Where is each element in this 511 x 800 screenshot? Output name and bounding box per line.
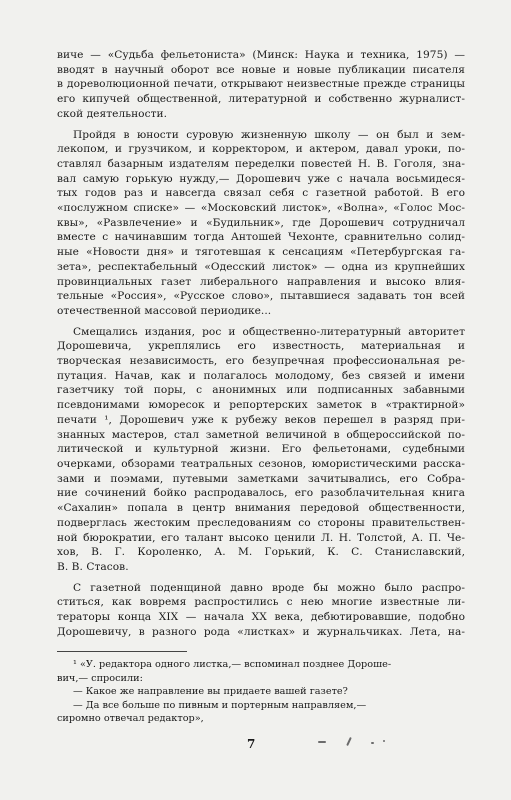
text-line: зами и поэмами, путевыми заметками зачитывались, его Собра- — [57, 472, 465, 485]
text-line: псевдонимами юморесок и репортерских заметок в «трактирной» — [57, 399, 465, 412]
text-line: В. В. Стасов. — [57, 560, 129, 573]
paragraph-1 — [57, 48, 465, 122]
text-line: Дорошевича, укреплялись его известность, материальная и — [57, 340, 465, 353]
paragraph-3 — [57, 325, 465, 575]
text-line: ской деятельности. — [57, 107, 168, 120]
text-line: очерками, обзорами театральных сезонов, юмористическими расска- — [57, 457, 465, 470]
text-line: творческая независимость, его безупречная профессиональная ре- — [57, 355, 465, 368]
text-line: Дорошевичу, в разного рода «листках» и журнальчиках. Лета, на- — [57, 625, 465, 638]
paragraph-2 — [57, 128, 465, 319]
text-line: виче — «Судьба фельетониста» (Минск: Наука и техника, 1975) — — [57, 49, 465, 61]
text-line: отечественной массовой периодике... — [57, 304, 272, 317]
text-line: печати ¹, Дорошевич уже к рубежу веков перешел в разряд при- — [57, 413, 465, 426]
text-line: «Сахалин» попала в центр внимания передовой общественности, — [57, 502, 465, 515]
text-line: вместе с начинавшим тогда Антошей Чехонте, сравнительно солид- — [57, 231, 465, 244]
scan-mark — [346, 737, 352, 746]
footnote-line: — Да все больше по пивным и портерным направляем,— — [73, 699, 367, 711]
main-text — [57, 48, 465, 645]
footnote-line: — Какое же направление вы придаете вашей газете? — [73, 686, 348, 698]
text-line: его кипучей общественной, литературной и собственно журналист- — [57, 93, 465, 106]
text-line: тераторы конца XIX — начала XX века, дебютировавшие, подобно — [57, 611, 465, 624]
text-line: вал самую горькую нужду,— Дорошевич уже с начала восьмидеся- — [57, 172, 465, 185]
page-number: 7 — [247, 737, 256, 751]
text-line: тых годов раз и навсегда связал себя с газетной работой. В его — [57, 187, 465, 200]
text-line: ние сочинений бойко распродавалось, его разоблачительная книга — [57, 487, 465, 500]
text-line: путация. Начав, как и полагалось молодому, без связей и имени — [57, 369, 465, 382]
text-line: хов, В. Г. Короленко, А. М. Горький, К. С. Станиславский, — [57, 546, 465, 559]
text-line: ной бюрократии, его талант высоко ценили Л. Н. Толстой, А. П. Че- — [57, 531, 465, 544]
text-line: вводят в научный оборот все новые и новые публикации писателя — [57, 63, 465, 76]
footnote-line: ¹ «У. редактора одного листка,— вспоминал позднее Дороше- — [73, 659, 392, 670]
scan-mark — [383, 740, 385, 742]
footnote — [57, 658, 465, 726]
text-line: «послужном списке» — «Московский листок», «Волна», «Голос Мос- — [57, 202, 465, 215]
text-line: лекопом, и грузчиком, и корректором, и актером, давал уроки, по- — [57, 143, 465, 156]
text-line: ститься, как вовремя распростились с нею многие известные ли- — [57, 596, 465, 609]
text-line: С газетной поденщиной давно вроде бы можно было распро- — [73, 581, 465, 594]
text-line: зета», респектабельный «Одесский листок» — одна из крупнейших — [57, 260, 465, 273]
text-line: провинциальных газет либерального направления и высоко влия- — [57, 275, 465, 288]
footnote-divider — [57, 651, 187, 652]
text-line: газетчику той поры, с анонимных или подписанных забавными — [57, 384, 465, 397]
text-line: квы», «Развлечение» и «Будильник», где Дорошевич сотрудничал — [57, 216, 465, 229]
text-line: Пройдя в юности суровую жизненную школу — он был и зем- — [73, 128, 465, 141]
paragraph-4 — [57, 581, 465, 640]
text-line: литической и культурной жизни. Его фельетонами, судебными — [57, 443, 465, 456]
footnote-line: сиромно отвечал редактор», — [57, 713, 204, 725]
text-line: ставлял базарным издателям переделки повестей Н. В. Гоголя, зна- — [57, 157, 465, 170]
scan-mark — [371, 742, 374, 744]
scan-mark — [318, 741, 326, 743]
text-line: ные «Новости дня» и тяготевшая к сенсациям «Петербургская га- — [57, 246, 465, 259]
text-line: Смещались издания, рос и общественно-литературный авторитет — [73, 325, 465, 338]
text-line: тельные «Россия», «Русское слово», пытавшиеся задавать тон всей — [57, 290, 465, 303]
text-line: в дореволюционной печати, открывают неизвестные прежде страницы — [57, 78, 465, 91]
text-line: знанных мастеров, стал заметной величиной в общероссийской по- — [57, 428, 465, 441]
footnote-line: вич,— спросили: — [57, 672, 143, 684]
text-line: подверглась жестоким преследованиям со стороны правительствен- — [57, 516, 465, 529]
